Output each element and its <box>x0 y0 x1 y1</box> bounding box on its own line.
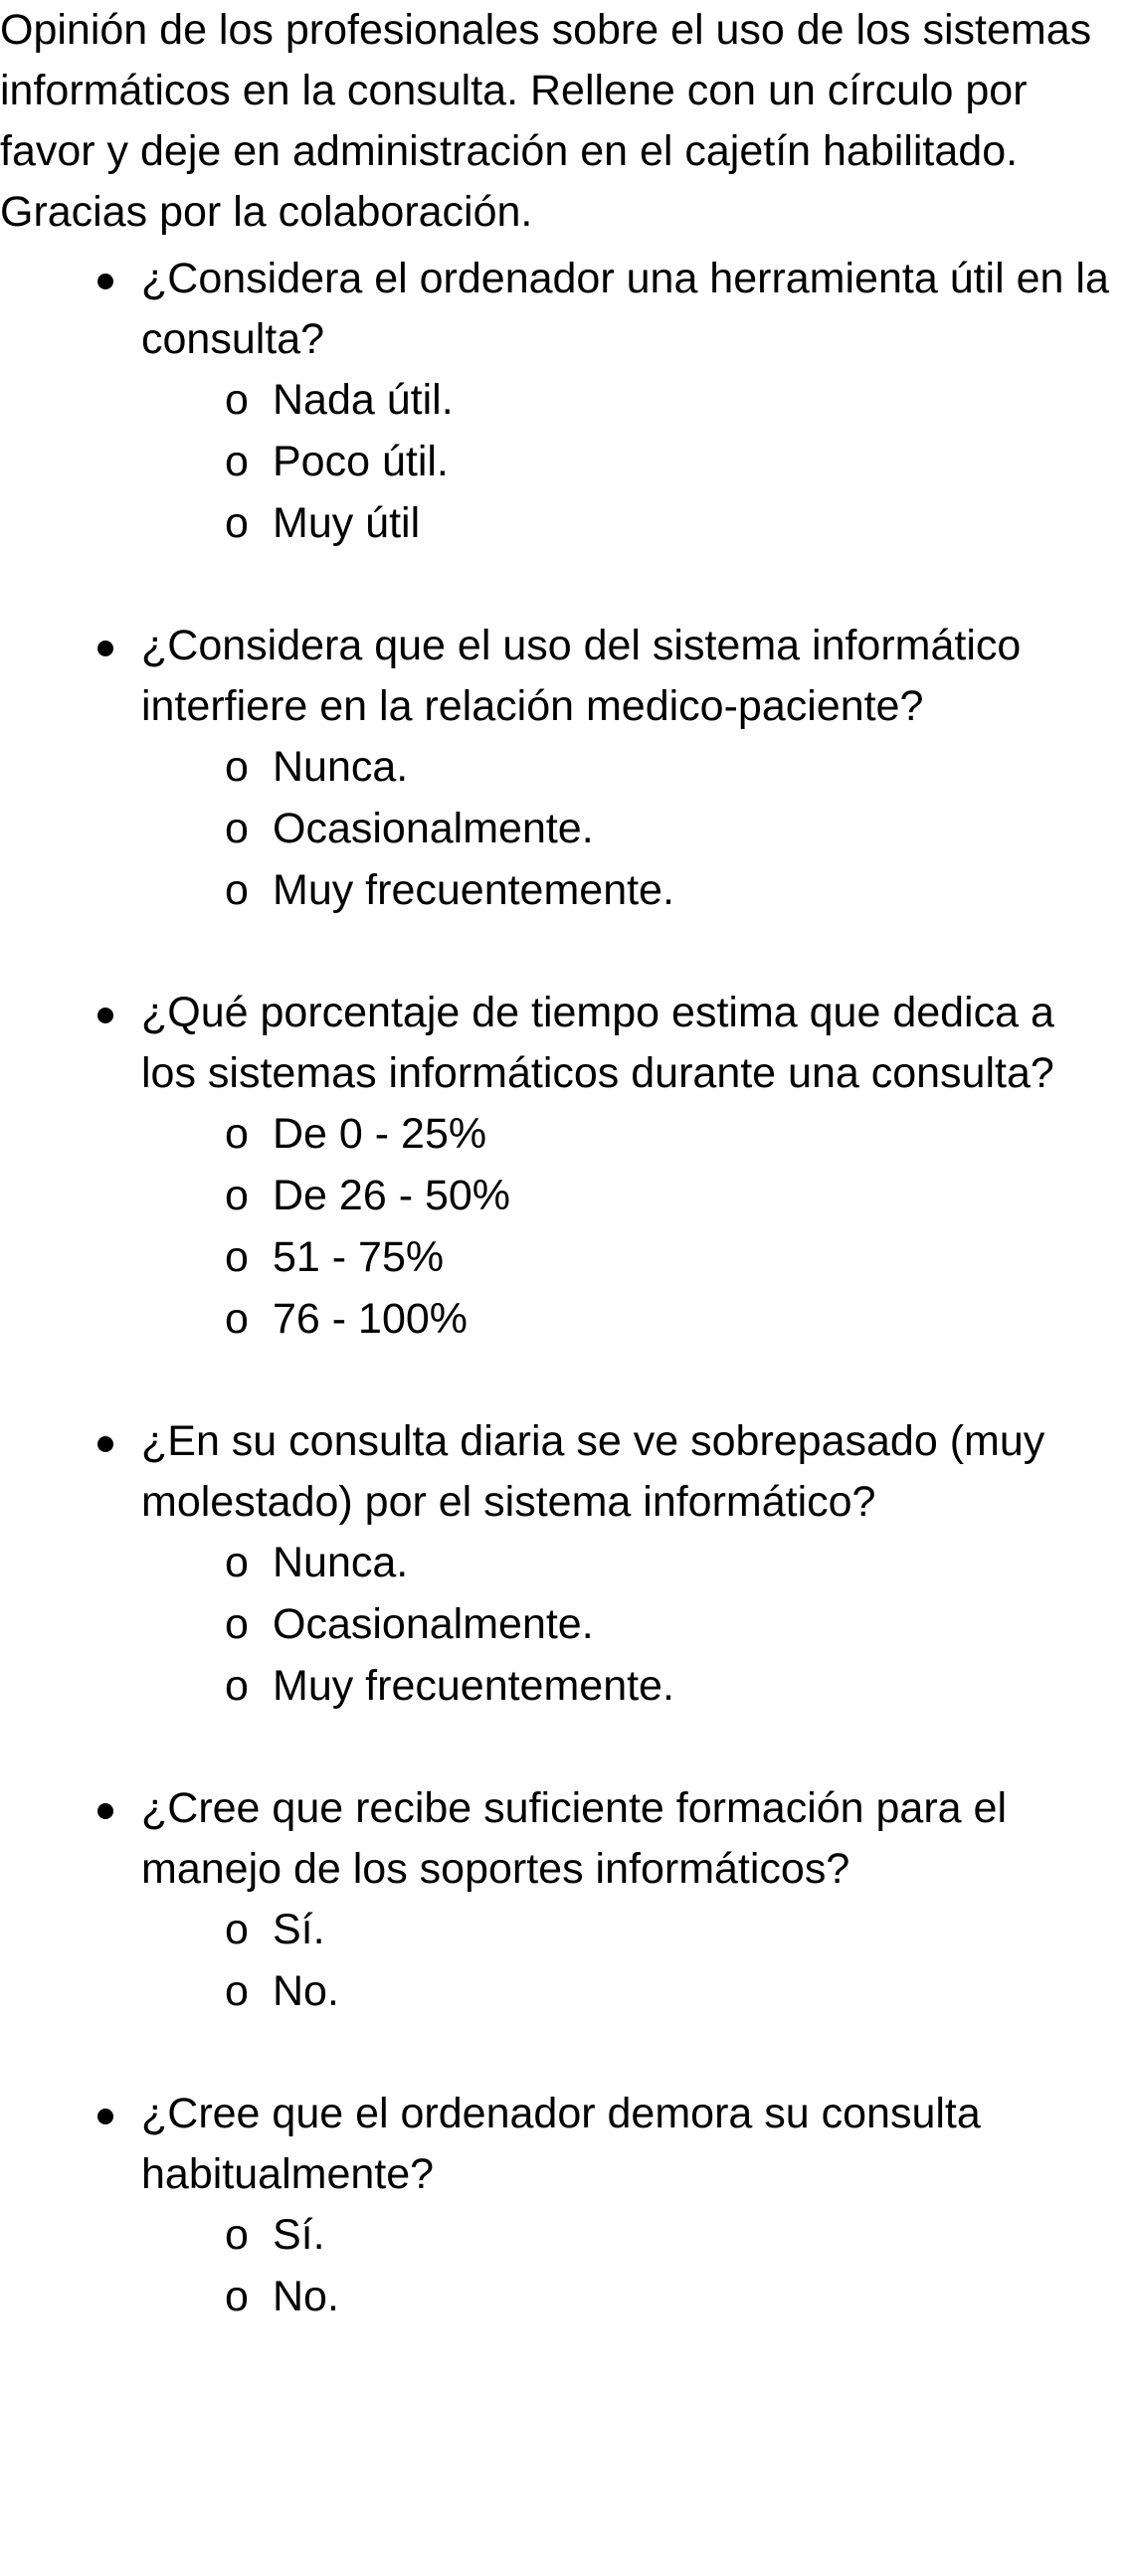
question-item <box>0 2084 1131 2328</box>
circle-option-icon: o <box>225 866 249 914</box>
answer-option[interactable] <box>141 1961 1131 2023</box>
answer-option-label: Muy frecuentemente. <box>273 1662 674 1710</box>
question-text: ¿Cree que el ordenador demora su consulta habitualmente? <box>141 2090 981 2198</box>
answer-option[interactable] <box>141 1104 1131 1166</box>
circle-option-icon: o <box>225 1539 249 1586</box>
intro-text: Opinión de los profesionales sobre el uso de los sistemas informáticos en la consulta. Rellene con un círculo por favor y deje en administración en el cajetín habilitado. Gracias por la colaboración. <box>0 6 1092 236</box>
question-item <box>0 249 1131 555</box>
circle-option-icon: o <box>225 1295 249 1343</box>
answer-option[interactable] <box>141 493 1131 555</box>
bullet-icon <box>97 2109 113 2124</box>
answer-option-label: Muy frecuentemente. <box>273 866 674 914</box>
answer-option-label: De 26 - 50% <box>273 1172 511 1219</box>
answer-option[interactable] <box>141 2205 1131 2267</box>
circle-option-icon: o <box>225 1600 249 1648</box>
circle-option-icon: o <box>225 743 249 791</box>
answer-options <box>141 1533 1131 1718</box>
answer-option-label: Ocasionalmente. <box>273 1600 594 1648</box>
circle-option-icon: o <box>225 2211 249 2259</box>
answer-option-label: Nunca. <box>273 1539 409 1586</box>
question-item <box>0 1778 1131 2023</box>
answer-option[interactable] <box>141 1289 1131 1351</box>
answer-option-label: De 0 - 25% <box>273 1110 487 1158</box>
bullet-icon <box>97 1436 113 1452</box>
answer-option[interactable] <box>141 1900 1131 1961</box>
question-list <box>0 249 1131 2389</box>
circle-option-icon: o <box>225 438 249 485</box>
question-text: ¿Qué porcentaje de tiempo estima que dedica a los sistemas informáticos durante una consulta? <box>141 989 1054 1097</box>
circle-option-icon: o <box>225 1906 249 1953</box>
answer-option-label: Sí. <box>273 2211 325 2259</box>
question-text: ¿Cree que recibe suficiente formación para el manejo de los soportes informáticos? <box>141 1784 1007 1893</box>
bullet-icon <box>97 641 113 656</box>
circle-option-icon: o <box>225 1662 249 1710</box>
answer-option[interactable] <box>141 1656 1131 1718</box>
answer-option[interactable] <box>141 1166 1131 1227</box>
answer-option-label: 76 - 100% <box>273 1295 469 1343</box>
question-text: ¿En su consulta diaria se ve sobrepasado (muy molestado) por el sistema informático? <box>141 1417 1045 1526</box>
answer-option-label: Muy útil <box>273 499 421 547</box>
answer-options <box>141 2205 1131 2328</box>
bullet-icon <box>97 1803 113 1819</box>
answer-option-label: 51 - 75% <box>273 1233 445 1281</box>
answer-option[interactable] <box>141 860 1131 922</box>
answer-option[interactable] <box>141 737 1131 799</box>
answer-option-label: No. <box>273 1967 339 2015</box>
answer-option[interactable] <box>141 1227 1131 1289</box>
bullet-icon <box>97 1008 113 1023</box>
circle-option-icon: o <box>225 805 249 852</box>
question-item <box>0 616 1131 922</box>
answer-options <box>141 1104 1131 1351</box>
answer-option[interactable] <box>141 799 1131 860</box>
answer-option-label: Sí. <box>273 1906 325 1953</box>
answer-option-label: Ocasionalmente. <box>273 805 594 852</box>
answer-option[interactable] <box>141 370 1131 432</box>
question-item <box>0 1411 1131 1718</box>
answer-option-label: Nada útil. <box>273 376 454 424</box>
answer-option-label: Poco útil. <box>273 438 449 485</box>
circle-option-icon: o <box>225 1110 249 1158</box>
answer-option[interactable] <box>141 1533 1131 1594</box>
circle-option-icon: o <box>225 1967 249 2015</box>
answer-options <box>141 1900 1131 2023</box>
answer-option-label: No. <box>273 2273 339 2320</box>
answer-option[interactable] <box>141 1594 1131 1656</box>
circle-option-icon: o <box>225 2273 249 2320</box>
question-text: ¿Considera el ordenador una herramienta útil en la consulta? <box>141 255 1109 363</box>
answer-options <box>141 737 1131 922</box>
circle-option-icon: o <box>225 499 249 547</box>
question-text: ¿Considera que el uso del sistema informático interfiere en la relación medico-paciente? <box>141 622 1022 730</box>
question-item <box>0 983 1131 1351</box>
bullet-icon <box>97 274 113 289</box>
circle-option-icon: o <box>225 1233 249 1281</box>
circle-option-icon: o <box>225 376 249 424</box>
answer-options <box>141 370 1131 555</box>
answer-option[interactable] <box>141 432 1131 493</box>
circle-option-icon: o <box>225 1172 249 1219</box>
answer-option-label: Nunca. <box>273 743 409 791</box>
answer-option[interactable] <box>141 2267 1131 2328</box>
